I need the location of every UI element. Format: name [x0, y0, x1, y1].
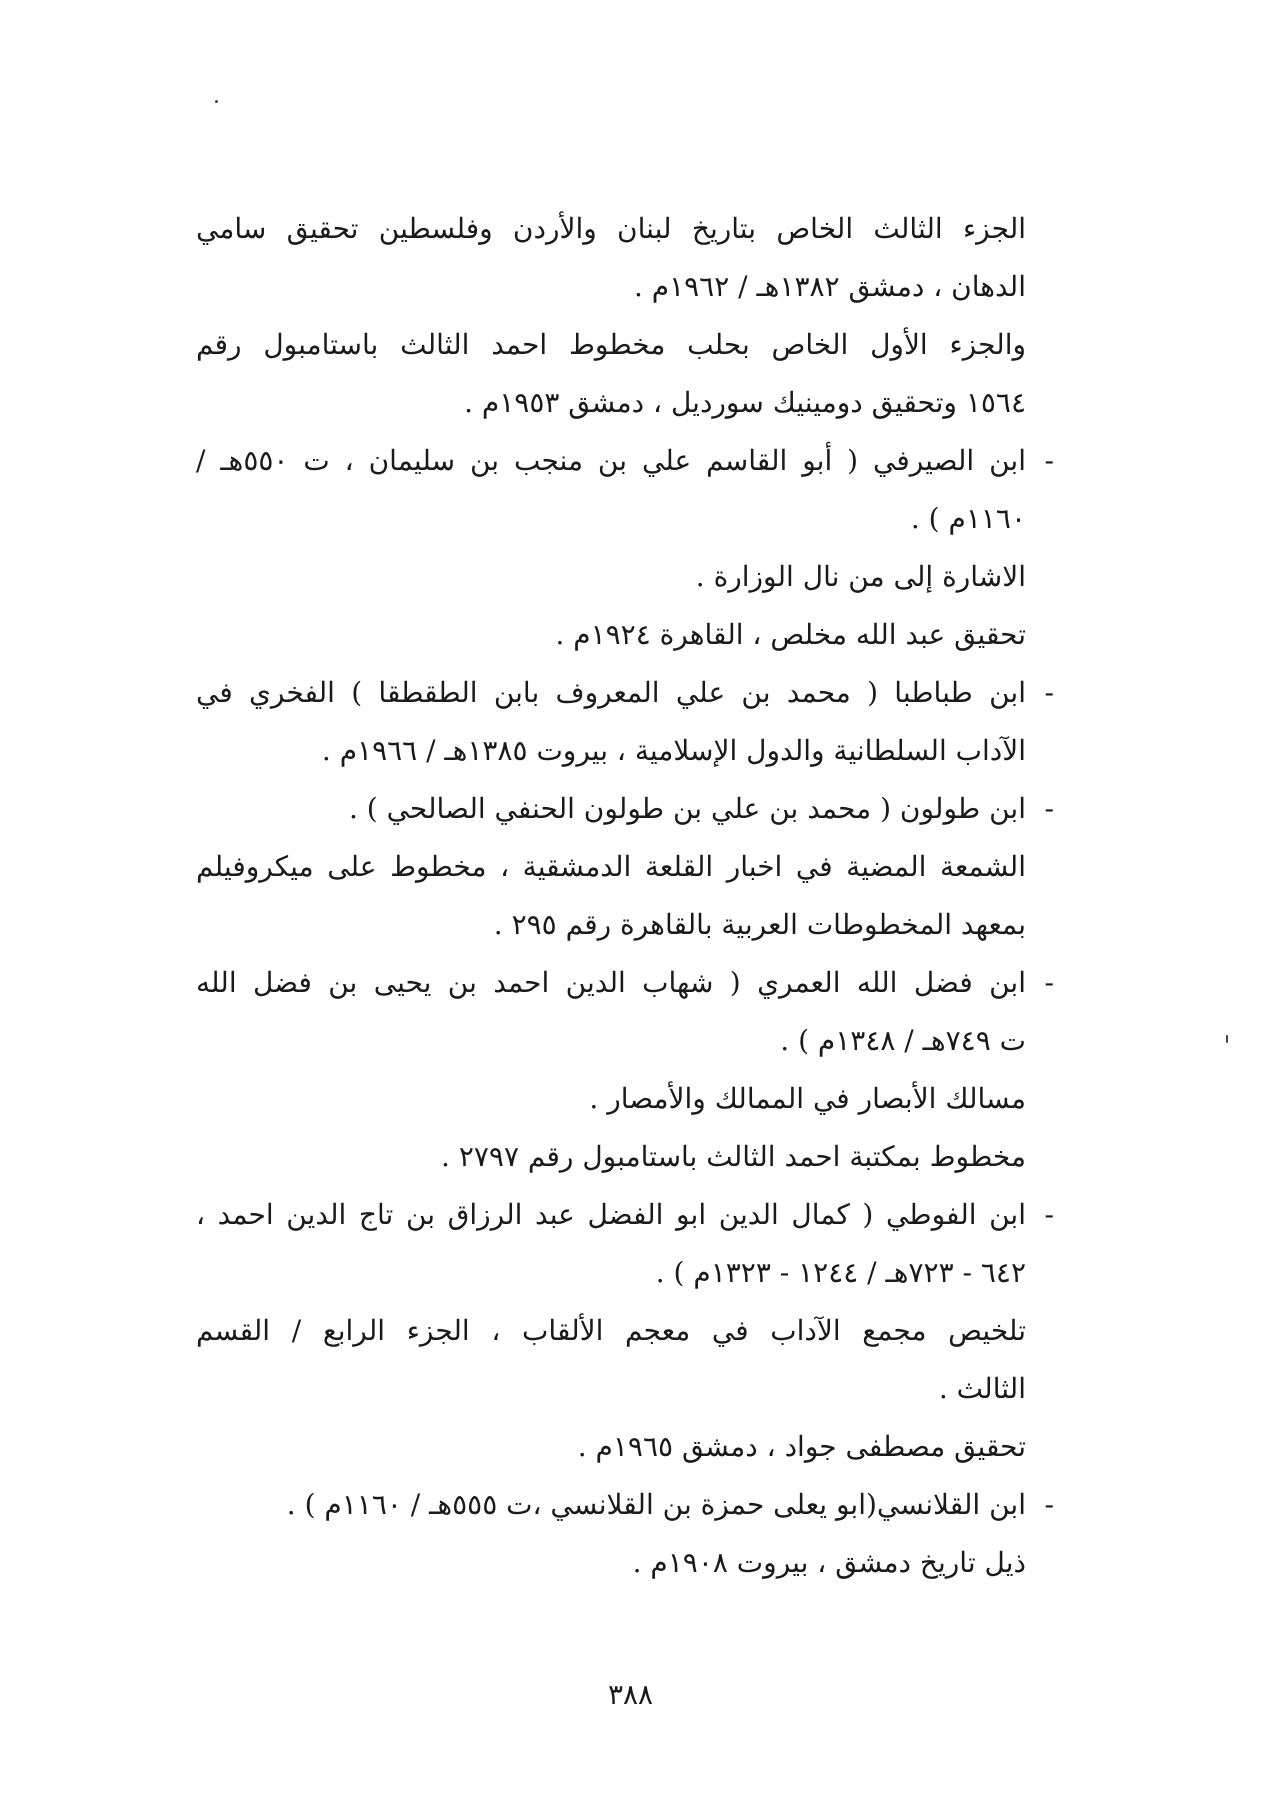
text-line: تحقيق عبد الله مخلص ، القاهرة ١٩٢٤م . — [555, 618, 1026, 651]
page-number: ٣٨٨ — [607, 1678, 654, 1711]
entry-dash: - — [1044, 1198, 1054, 1231]
text-line: الشمعة المضية في اخبار القلعة الدمشقية ، مخطوط على ميكروفيلم — [196, 850, 1026, 883]
entry-dash: - — [1044, 1488, 1054, 1521]
entry-text: ابن الفوطي ( كمال الدين ابو الفضل عبد الرزاق بن تاج الدين احمد ، — [196, 1198, 1026, 1231]
text-line: بمعهد المخطوطات العربية بالقاهرة رقم ٢٩٥ . — [493, 908, 1026, 941]
text-line: ١١٦٠م ) . — [910, 502, 1026, 535]
text-line: مخطوط بمكتبة احمد الثالث باستامبول رقم ٢٧٩٧ . — [441, 1140, 1026, 1173]
entry-text: ابن طباطبا ( محمد بن علي المعروف بابن الطقطقا ) الفخري في — [196, 676, 1026, 709]
entry-dash: - — [1044, 444, 1054, 477]
text-line: الدهان ، دمشق ١٣٨٢هـ / ١٩٦٢م . — [633, 270, 1026, 303]
text-line: تحقيق مصطفى جواد ، دمشق ١٩٦٥م . — [577, 1430, 1026, 1463]
text-line: الجزء الثالث الخاص بتاريخ لبنان والأردن وفلسطين تحقيق سامي — [196, 212, 1026, 245]
bibliography-entry — [196, 780, 1054, 838]
text-line: ت ٧٤٩هـ / ١٣٤٨م ) . — [780, 1024, 1026, 1057]
scan-speck — [1226, 1035, 1228, 1043]
scan-speck — [215, 100, 218, 103]
entry-text: ابن طولون ( محمد بن علي بن طولون الحنفي الصالحي ) . — [348, 792, 1026, 825]
entry-text: ابن الصيرفي ( أبو القاسم علي بن منجب بن سليمان ، ت ٥٥٠هـ / — [196, 444, 1026, 477]
text-line: مسالك الأبصار في الممالك والأمصار . — [589, 1082, 1026, 1115]
entry-dash: - — [1044, 966, 1054, 999]
text-line: ١٥٦٤ وتحقيق دومينيك سورديل ، دمشق ١٩٥٣م . — [464, 386, 1026, 419]
text-line: الآداب السلطانية والدول الإسلامية ، بيروت ١٣٨٥هـ / ١٩٦٦م . — [321, 734, 1026, 767]
entry-dash: - — [1044, 792, 1054, 825]
text-line: ٦٤٢ - ٧٢٣هـ / ١٢٤٤ - ١٣٢٣م ) . — [655, 1256, 1026, 1289]
text-line: الثالث . — [938, 1372, 1026, 1405]
bibliography-entry — [196, 664, 1054, 722]
entry-text: ابن القلانسي(ابو يعلى حمزة بن القلانسي ،ت ٥٥٥هـ / ١١٦٠م ) . — [286, 1488, 1026, 1521]
bibliography-entry — [196, 432, 1054, 490]
entry-text: ابن فضل الله العمري ( شهاب الدين احمد بن يحيى بن فضل الله — [196, 966, 1026, 999]
text-line: والجزء الأول الخاص بحلب مخطوط احمد الثالث باستامبول رقم — [196, 328, 1026, 361]
entry-dash: - — [1044, 676, 1054, 709]
text-line: ذيل تاريخ دمشق ، بيروت ١٩٠٨م . — [632, 1546, 1026, 1579]
bibliography-entry — [196, 954, 1054, 1012]
text-line: الاشارة إلى من نال الوزارة . — [695, 560, 1026, 593]
bibliography-body — [196, 200, 1054, 1592]
bibliography-entry — [196, 1476, 1054, 1534]
text-line: تلخيص مجمع الآداب في معجم الألقاب ، الجزء الرابع / القسم — [196, 1314, 1026, 1347]
bibliography-entry — [196, 1186, 1054, 1244]
